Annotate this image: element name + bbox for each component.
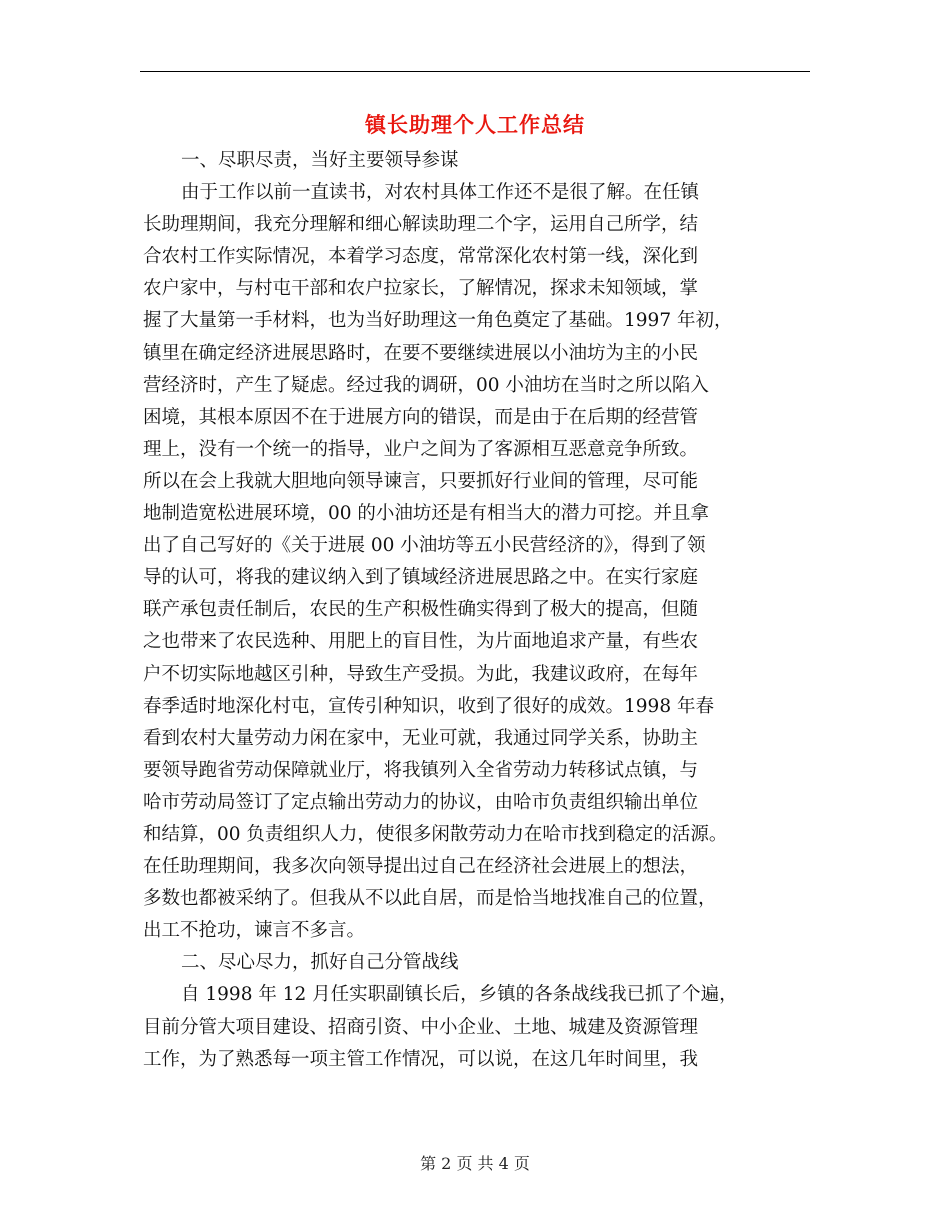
text-line: 和结算，00 负责组织人力，使很多闲散劳动力在哈市找到稳定的活源。 <box>143 823 728 845</box>
text-line: 之也带来了农民选种、用肥上的盲目性，为片面地追求产量，有些农 <box>143 631 699 653</box>
text-line: 握了大量第一手材料，也为当好助理这一角色奠定了基础。1997 年初， <box>143 310 733 332</box>
text-line: 出工不抢功，谏言不多言。 <box>143 920 366 942</box>
text-line: 联产承包责任制后，农民的生产积极性确实得到了极大的提高，但随 <box>143 599 699 621</box>
text-line: 春季适时地深化村屯，宣传引种知识，收到了很好的成效。1998 年春 <box>143 695 714 717</box>
text-line: 户不切实际地越区引种，导致生产受损。为此，我建议政府，在每年 <box>143 663 699 685</box>
text-line: 二、尽心尽力，抓好自己分管战线 <box>181 952 459 974</box>
text-line: 出了自己写好的《关于进展 00 小油坊等五小民营经济的》，得到了领 <box>143 535 706 557</box>
page-number-footer: 第 2 页 共 4 页 <box>420 1154 530 1173</box>
text-line: 地制造宽松进展环境，00 的小油坊还是有相当大的潜力可挖。并且拿 <box>143 503 709 525</box>
text-line: 一、尽职尽责，当好主要领导参谋 <box>181 150 459 171</box>
text-line: 导的认可，将我的建议纳入到了镇域经济进展思路之中。在实行家庭 <box>143 567 699 589</box>
text-line: 农户家中，与村屯干部和农户拉家长，了解情况，探求未知领域，掌 <box>143 278 699 300</box>
text-line: 工作，为了熟悉每一项主管工作情况，可以说，在这几年时间里，我 <box>143 1048 699 1070</box>
text-line: 哈市劳动局签订了定点输出劳动力的协议，由哈市负责组织输出单位 <box>143 791 699 813</box>
text-line: 目前分管大项目建设、招商引资、中小企业、土地、城建及资源管理 <box>143 1016 699 1038</box>
text-line: 长助理期间，我充分理解和细心解读助理二个字，运用自己所学，结 <box>143 214 699 236</box>
text-line: 多数也都被采纳了。但我从不以此自居，而是恰当地找准自己的位置， <box>143 888 717 910</box>
text-line: 要领导跑省劳动保障就业厅，将我镇列入全省劳动力转移试点镇，与 <box>143 759 699 781</box>
text-line: 理上，没有一个统一的指导，业户之间为了客源相互恶意竞争所致。 <box>143 438 699 460</box>
document-body <box>143 145 809 1076</box>
text-line: 合农村工作实际情况，本着学习态度，常常深化农村第一线，深化到 <box>143 246 699 268</box>
text-line: 看到农村大量劳动力闲在家中，无业可就，我通过同学关系，协助主 <box>143 727 699 749</box>
text-line: 由于工作以前一直读书，对农村具体工作还不是很了解。在任镇 <box>181 182 700 204</box>
text-line: 营经济时，产生了疑虑。经过我的调研，00 小油坊在当时之所以陷入 <box>143 374 709 396</box>
text-line: 困境，其根本原因不在于进展方向的错误，而是由于在后期的经营管 <box>143 406 699 428</box>
document-title: 镇长助理个人工作总结 <box>365 112 585 137</box>
text-line: 自 1998 年 12 月任实职副镇长后，乡镇的各条战线我已抓了个遍， <box>181 984 738 1006</box>
text-line: 镇里在确定经济进展思路时，在要不要继续进展以小油坊为主的小民 <box>143 342 699 364</box>
text-line: 在任助理期间，我多次向领导提出过自己在经济社会进展上的想法， <box>143 856 699 878</box>
text-line: 所以在会上我就大胆地向领导谏言，只要抓好行业间的管理，尽可能 <box>143 470 699 492</box>
header-rule <box>140 71 810 72</box>
